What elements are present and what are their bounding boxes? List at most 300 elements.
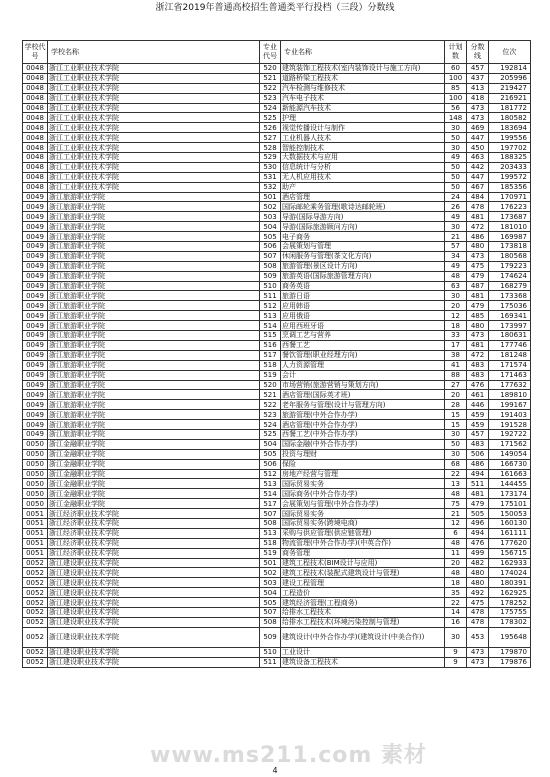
cell-major-code: 514 xyxy=(260,321,281,331)
cell-school-name: 浙江旅游职业学院 xyxy=(48,429,260,439)
cell-school-name: 浙江工业职业技术学院 xyxy=(48,93,260,103)
table-row xyxy=(23,598,531,608)
cell-rank: 219427 xyxy=(489,83,531,93)
cell-major-name: 给排水工程技术(环境污染控制与管理) xyxy=(281,617,445,627)
cell-score-line: 480 xyxy=(467,321,489,331)
cell-major-code: 502 xyxy=(260,568,281,578)
table-row xyxy=(23,321,531,331)
cell-major-code: 521 xyxy=(260,73,281,83)
cell-score-line: 506 xyxy=(467,449,489,459)
cell-plan-count: 38 xyxy=(445,350,467,360)
cell-school-name: 浙江旅游职业学院 xyxy=(48,291,260,301)
cell-rank: 185356 xyxy=(489,182,531,192)
cell-school-name: 浙江旅游职业学院 xyxy=(48,251,260,261)
cell-major-code: 516 xyxy=(260,340,281,350)
cell-school-name: 浙江旅游职业学院 xyxy=(48,301,260,311)
cell-school-name: 浙江金融职业学院 xyxy=(48,489,260,499)
cell-plan-count: 26 xyxy=(445,202,467,212)
header-school-name: 学校名称 xyxy=(48,41,260,64)
cell-rank: 162933 xyxy=(489,558,531,568)
table-row xyxy=(23,271,531,281)
cell-plan-count: 48 xyxy=(445,538,467,548)
cell-rank: 179870 xyxy=(489,647,531,657)
table-row xyxy=(23,202,531,212)
cell-school-code: 0049 xyxy=(23,380,48,390)
cell-major-code: 512 xyxy=(260,469,281,479)
cell-rank: 173997 xyxy=(489,321,531,331)
table-row xyxy=(23,281,531,291)
cell-major-name: 市场营销(旅游营销与策划方向) xyxy=(281,380,445,390)
cell-score-line: 446 xyxy=(467,400,489,410)
cell-plan-count: 57 xyxy=(445,242,467,252)
cell-school-name: 浙江工业职业技术学院 xyxy=(48,113,260,123)
cell-major-name: 建筑设计(中外合作办学)(建筑设计(中美合作)) xyxy=(281,627,445,647)
cell-school-name: 浙江旅游职业学院 xyxy=(48,400,260,410)
cell-school-code: 0049 xyxy=(23,232,48,242)
cell-major-name: 旅游管理(景区设计方向) xyxy=(281,261,445,271)
cell-school-code: 0052 xyxy=(23,627,48,647)
cell-plan-count: 22 xyxy=(445,598,467,608)
cell-major-code: 504 xyxy=(260,222,281,232)
cell-major-name: 新能源汽车技术 xyxy=(281,103,445,113)
cell-major-code: 512 xyxy=(260,301,281,311)
cell-major-name: 护理 xyxy=(281,113,445,123)
cell-major-name: 建筑工程技术(装配式建筑设计与管理) xyxy=(281,568,445,578)
cell-major-name: 国际金融(中外合作办学) xyxy=(281,439,445,449)
cell-plan-count: 17 xyxy=(445,340,467,350)
cell-major-code: 513 xyxy=(260,311,281,321)
cell-major-name: 导游(国际导游方向) xyxy=(281,212,445,222)
cell-plan-count: 49 xyxy=(445,212,467,222)
table-row xyxy=(23,153,531,163)
table-row xyxy=(23,83,531,93)
cell-major-code: 517 xyxy=(260,499,281,509)
cell-rank: 192722 xyxy=(489,429,531,439)
cell-rank: 195648 xyxy=(489,627,531,647)
table-row xyxy=(23,113,531,123)
cell-school-name: 浙江工业职业技术学院 xyxy=(48,143,260,153)
table-row xyxy=(23,350,531,360)
cell-school-code: 0048 xyxy=(23,153,48,163)
cell-plan-count: 12 xyxy=(445,311,467,321)
cell-score-line: 475 xyxy=(467,598,489,608)
cell-score-line: 478 xyxy=(467,202,489,212)
cell-school-name: 浙江经济职业技术学院 xyxy=(48,518,260,528)
cell-major-code: 525 xyxy=(260,113,281,123)
cell-score-line: 478 xyxy=(467,607,489,617)
cell-major-name: 旅游日语 xyxy=(281,291,445,301)
cell-school-code: 0050 xyxy=(23,449,48,459)
cell-rank: 189810 xyxy=(489,390,531,400)
cell-school-name: 浙江工业职业技术学院 xyxy=(48,103,260,113)
cell-major-name: 大数据技术与应用 xyxy=(281,153,445,163)
cell-school-name: 浙江金融职业学院 xyxy=(48,459,260,469)
cell-major-code: 518 xyxy=(260,538,281,548)
cell-school-code: 0049 xyxy=(23,311,48,321)
cell-major-code: 507 xyxy=(260,251,281,261)
cell-major-name: 电子商务 xyxy=(281,232,445,242)
cell-score-line: 486 xyxy=(467,459,489,469)
cell-school-code: 0052 xyxy=(23,588,48,598)
header-plan-count: 计划数 xyxy=(445,41,467,64)
cell-rank: 173174 xyxy=(489,489,531,499)
cell-plan-count: 60 xyxy=(445,64,467,74)
cell-score-line: 473 xyxy=(467,103,489,113)
cell-school-name: 浙江工业职业技术学院 xyxy=(48,172,260,182)
cell-plan-count: 9 xyxy=(445,657,467,667)
cell-score-line: 482 xyxy=(467,558,489,568)
cell-plan-count: 48 xyxy=(445,489,467,499)
cell-school-code: 0049 xyxy=(23,400,48,410)
cell-school-name: 浙江旅游职业学院 xyxy=(48,370,260,380)
header-major-name: 专业名称 xyxy=(281,41,445,64)
cell-major-name: 智能控制技术 xyxy=(281,143,445,153)
cell-major-code: 509 xyxy=(260,627,281,647)
cell-school-name: 浙江工业职业技术学院 xyxy=(48,73,260,83)
cell-school-code: 0049 xyxy=(23,410,48,420)
cell-plan-count: 21 xyxy=(445,232,467,242)
cell-school-code: 0049 xyxy=(23,360,48,370)
cell-score-line: 481 xyxy=(467,340,489,350)
cell-major-name: 汽车检测与维修技术 xyxy=(281,83,445,93)
cell-score-line: 476 xyxy=(467,380,489,390)
cell-school-code: 0050 xyxy=(23,499,48,509)
table-row xyxy=(23,410,531,420)
cell-school-code: 0048 xyxy=(23,73,48,83)
cell-rank: 174024 xyxy=(489,568,531,578)
cell-school-code: 0052 xyxy=(23,657,48,667)
cell-school-name: 浙江旅游职业学院 xyxy=(48,271,260,281)
cell-major-code: 525 xyxy=(260,429,281,439)
cell-plan-count: 30 xyxy=(445,291,467,301)
cell-score-line: 479 xyxy=(467,301,489,311)
cell-major-name: 视觉传播设计与制作 xyxy=(281,123,445,133)
table-row xyxy=(23,242,531,252)
cell-school-name: 浙江金融职业学院 xyxy=(48,499,260,509)
cell-score-line: 450 xyxy=(467,143,489,153)
cell-school-name: 浙江工业职业技术学院 xyxy=(48,123,260,133)
table-row xyxy=(23,647,531,657)
cell-school-name: 浙江金融职业学院 xyxy=(48,449,260,459)
cell-rank: 197702 xyxy=(489,143,531,153)
cell-plan-count: 49 xyxy=(445,153,467,163)
table-header xyxy=(23,41,531,64)
cell-major-code: 514 xyxy=(260,489,281,499)
cell-rank: 160130 xyxy=(489,518,531,528)
cell-score-line: 511 xyxy=(467,479,489,489)
cell-rank: 169987 xyxy=(489,232,531,242)
cell-score-line: 483 xyxy=(467,370,489,380)
cell-major-code: 510 xyxy=(260,281,281,291)
cell-score-line: 459 xyxy=(467,420,489,430)
cell-school-name: 浙江工业职业技术学院 xyxy=(48,133,260,143)
cell-school-code: 0048 xyxy=(23,162,48,172)
cell-score-line: 479 xyxy=(467,271,489,281)
cell-rank: 176223 xyxy=(489,202,531,212)
table-row xyxy=(23,627,531,647)
table-row xyxy=(23,489,531,499)
cell-school-code: 0048 xyxy=(23,143,48,153)
cell-school-name: 浙江建设职业技术学院 xyxy=(48,598,260,608)
cell-school-code: 0048 xyxy=(23,103,48,113)
table-row xyxy=(23,360,531,370)
cell-plan-count: 12 xyxy=(445,518,467,528)
cell-plan-count: 48 xyxy=(445,568,467,578)
cell-school-name: 浙江工业职业技术学院 xyxy=(48,153,260,163)
score-table xyxy=(22,40,531,668)
cell-plan-count: 34 xyxy=(445,251,467,261)
cell-rank: 180582 xyxy=(489,113,531,123)
cell-score-line: 473 xyxy=(467,647,489,657)
cell-major-name: 酒店管理(中外合作办学) xyxy=(281,420,445,430)
cell-rank: 178302 xyxy=(489,617,531,627)
cell-score-line: 479 xyxy=(467,499,489,509)
cell-plan-count: 30 xyxy=(445,449,467,459)
cell-score-line: 418 xyxy=(467,93,489,103)
table-row xyxy=(23,311,531,321)
cell-score-line: 494 xyxy=(467,469,489,479)
cell-school-code: 0048 xyxy=(23,83,48,93)
cell-rank: 173687 xyxy=(489,212,531,222)
cell-plan-count: 24 xyxy=(445,192,467,202)
cell-school-code: 0052 xyxy=(23,578,48,588)
table-row xyxy=(23,331,531,341)
cell-plan-count: 30 xyxy=(445,143,467,153)
cell-score-line: 453 xyxy=(467,627,489,647)
cell-major-code: 510 xyxy=(260,647,281,657)
cell-major-code: 511 xyxy=(260,291,281,301)
cell-school-name: 浙江经济职业技术学院 xyxy=(48,509,260,519)
cell-major-name: 国际贸易实务(跨境电商) xyxy=(281,518,445,528)
cell-school-code: 0049 xyxy=(23,261,48,271)
cell-score-line: 437 xyxy=(467,73,489,83)
cell-major-code: 515 xyxy=(260,331,281,341)
cell-score-line: 484 xyxy=(467,192,489,202)
cell-rank: 166730 xyxy=(489,459,531,469)
cell-score-line: 499 xyxy=(467,548,489,558)
cell-school-code: 0049 xyxy=(23,281,48,291)
cell-plan-count: 21 xyxy=(445,509,467,519)
table-row xyxy=(23,232,531,242)
header-school-code: 学校代号 xyxy=(23,41,48,64)
cell-major-name: 建筑设备工程技术 xyxy=(281,657,445,667)
cell-school-code: 0048 xyxy=(23,172,48,182)
cell-school-code: 0051 xyxy=(23,538,48,548)
table-row xyxy=(23,459,531,469)
cell-school-name: 浙江建设职业技术学院 xyxy=(48,607,260,617)
cell-plan-count: 14 xyxy=(445,607,467,617)
table-row xyxy=(23,420,531,430)
cell-school-code: 0052 xyxy=(23,568,48,578)
cell-rank: 199167 xyxy=(489,400,531,410)
cell-school-code: 0049 xyxy=(23,350,48,360)
cell-rank: 170971 xyxy=(489,192,531,202)
cell-school-code: 0048 xyxy=(23,182,48,192)
cell-plan-count: 15 xyxy=(445,410,467,420)
cell-school-code: 0049 xyxy=(23,420,48,430)
cell-school-code: 0051 xyxy=(23,518,48,528)
cell-school-name: 浙江旅游职业学院 xyxy=(48,360,260,370)
cell-major-name: 汽车电子技术 xyxy=(281,93,445,103)
cell-plan-count: 27 xyxy=(445,380,467,390)
cell-major-name: 助产 xyxy=(281,182,445,192)
table-row xyxy=(23,568,531,578)
cell-major-name: 老年服务与管理(设计与管理方向) xyxy=(281,400,445,410)
cell-rank: 177632 xyxy=(489,380,531,390)
cell-major-name: 国际邮轮乘务管理(歌诗达邮轮班) xyxy=(281,202,445,212)
cell-major-code: 523 xyxy=(260,410,281,420)
cell-major-code: 507 xyxy=(260,607,281,617)
table-row xyxy=(23,479,531,489)
cell-plan-count: 22 xyxy=(445,469,467,479)
table-row xyxy=(23,538,531,548)
cell-plan-count: 50 xyxy=(445,172,467,182)
cell-rank: 192814 xyxy=(489,64,531,74)
cell-major-name: 道路桥梁工程技术 xyxy=(281,73,445,83)
cell-major-code: 523 xyxy=(260,93,281,103)
cell-score-line: 447 xyxy=(467,133,489,143)
cell-major-name: 会展策划与管理(中外合作办学) xyxy=(281,499,445,509)
cell-plan-count: 50 xyxy=(445,162,467,172)
cell-major-name: 休闲服务与管理(茶文化方向) xyxy=(281,251,445,261)
cell-major-code: 508 xyxy=(260,261,281,271)
cell-school-code: 0049 xyxy=(23,321,48,331)
cell-major-name: 导游(国际旅游顾问方向) xyxy=(281,222,445,232)
cell-school-name: 浙江经济职业技术学院 xyxy=(48,548,260,558)
table-row xyxy=(23,380,531,390)
table-row xyxy=(23,469,531,479)
cell-plan-count: 100 xyxy=(445,93,467,103)
cell-plan-count: 85 xyxy=(445,83,467,93)
cell-school-code: 0051 xyxy=(23,528,48,538)
cell-school-name: 浙江金融职业学院 xyxy=(48,469,260,479)
cell-school-name: 浙江旅游职业学院 xyxy=(48,202,260,212)
cell-school-code: 0049 xyxy=(23,370,48,380)
cell-school-name: 浙江旅游职业学院 xyxy=(48,321,260,331)
cell-major-name: 西餐工艺(中外合作办学) xyxy=(281,429,445,439)
table-row xyxy=(23,123,531,133)
cell-school-code: 0049 xyxy=(23,212,48,222)
table-row xyxy=(23,607,531,617)
cell-major-code: 524 xyxy=(260,420,281,430)
cell-plan-count: 100 xyxy=(445,73,467,83)
cell-school-code: 0052 xyxy=(23,647,48,657)
cell-score-line: 483 xyxy=(467,360,489,370)
cell-major-code: 503 xyxy=(260,212,281,222)
cell-rank: 205996 xyxy=(489,73,531,83)
cell-major-code: 524 xyxy=(260,103,281,113)
cell-school-name: 浙江建设职业技术学院 xyxy=(48,627,260,647)
cell-major-code: 513 xyxy=(260,528,281,538)
table-row xyxy=(23,578,531,588)
cell-rank: 175101 xyxy=(489,499,531,509)
header-score-line: 分数线 xyxy=(467,41,489,64)
table-row xyxy=(23,133,531,143)
cell-plan-count: 6 xyxy=(445,528,467,538)
cell-school-code: 0052 xyxy=(23,607,48,617)
cell-score-line: 461 xyxy=(467,390,489,400)
cell-major-name: 会计 xyxy=(281,370,445,380)
cell-rank: 168279 xyxy=(489,281,531,291)
cell-school-name: 浙江建设职业技术学院 xyxy=(48,568,260,578)
cell-score-line: 487 xyxy=(467,281,489,291)
cell-rank: 162925 xyxy=(489,588,531,598)
table-body xyxy=(23,64,531,668)
cell-plan-count: 68 xyxy=(445,459,467,469)
cell-school-code: 0048 xyxy=(23,113,48,123)
cell-major-name: 西餐工艺 xyxy=(281,340,445,350)
table-row xyxy=(23,222,531,232)
cell-rank: 199556 xyxy=(489,133,531,143)
cell-major-name: 酒店管理(国际英才班) xyxy=(281,390,445,400)
cell-major-code: 513 xyxy=(260,479,281,489)
cell-plan-count: 28 xyxy=(445,400,467,410)
cell-major-code: 522 xyxy=(260,400,281,410)
cell-rank: 180568 xyxy=(489,251,531,261)
cell-score-line: 472 xyxy=(467,222,489,232)
cell-major-name: 国际贸易实务 xyxy=(281,479,445,489)
cell-score-line: 459 xyxy=(467,410,489,420)
cell-plan-count: 56 xyxy=(445,103,467,113)
cell-major-name: 应用西班牙语 xyxy=(281,321,445,331)
cell-major-name: 酒店管理 xyxy=(281,192,445,202)
cell-rank: 144455 xyxy=(489,479,531,489)
cell-rank: 169341 xyxy=(489,311,531,321)
cell-score-line: 478 xyxy=(467,617,489,627)
cell-major-name: 物流管理(中外合作办学)(中英合作) xyxy=(281,538,445,548)
cell-major-name: 餐饮管理(职业经理方向) xyxy=(281,350,445,360)
cell-plan-count: 13 xyxy=(445,479,467,489)
cell-rank: 178252 xyxy=(489,598,531,608)
cell-major-code: 505 xyxy=(260,232,281,242)
cell-major-name: 旅游英语(国际旅游管理方向) xyxy=(281,271,445,281)
cell-plan-count: 20 xyxy=(445,301,467,311)
cell-major-code: 511 xyxy=(260,657,281,667)
cell-school-code: 0049 xyxy=(23,331,48,341)
cell-plan-count: 30 xyxy=(445,222,467,232)
cell-school-code: 0049 xyxy=(23,301,48,311)
cell-major-name: 工程造价 xyxy=(281,588,445,598)
cell-major-code: 529 xyxy=(260,153,281,163)
cell-major-code: 504 xyxy=(260,588,281,598)
cell-major-name: 建筑工程技术(BIM设计与应用) xyxy=(281,558,445,568)
table-row xyxy=(23,93,531,103)
table-row xyxy=(23,617,531,627)
cell-school-code: 0050 xyxy=(23,479,48,489)
cell-major-name: 建筑装饰工程技术(室内装饰设计与施工方向) xyxy=(281,64,445,74)
cell-major-name: 旅游管理(中外合作办学) xyxy=(281,410,445,420)
cell-plan-count: 63 xyxy=(445,281,467,291)
cell-major-code: 507 xyxy=(260,509,281,519)
cell-plan-count: 16 xyxy=(445,617,467,627)
table-row xyxy=(23,291,531,301)
cell-major-name: 工业机器人技术 xyxy=(281,133,445,143)
cell-score-line: 457 xyxy=(467,429,489,439)
cell-plan-count: 20 xyxy=(445,390,467,400)
cell-school-name: 浙江经济职业技术学院 xyxy=(48,538,260,548)
cell-score-line: 481 xyxy=(467,291,489,301)
cell-school-name: 浙江工业职业技术学院 xyxy=(48,182,260,192)
cell-school-code: 0052 xyxy=(23,558,48,568)
cell-rank: 177746 xyxy=(489,340,531,350)
table-row xyxy=(23,172,531,182)
cell-school-code: 0052 xyxy=(23,598,48,608)
cell-school-name: 浙江建设职业技术学院 xyxy=(48,657,260,667)
cell-major-name: 给排水工程技术 xyxy=(281,607,445,617)
cell-major-code: 501 xyxy=(260,558,281,568)
cell-major-name: 应用俄语 xyxy=(281,311,445,321)
cell-school-name: 浙江旅游职业学院 xyxy=(48,340,260,350)
